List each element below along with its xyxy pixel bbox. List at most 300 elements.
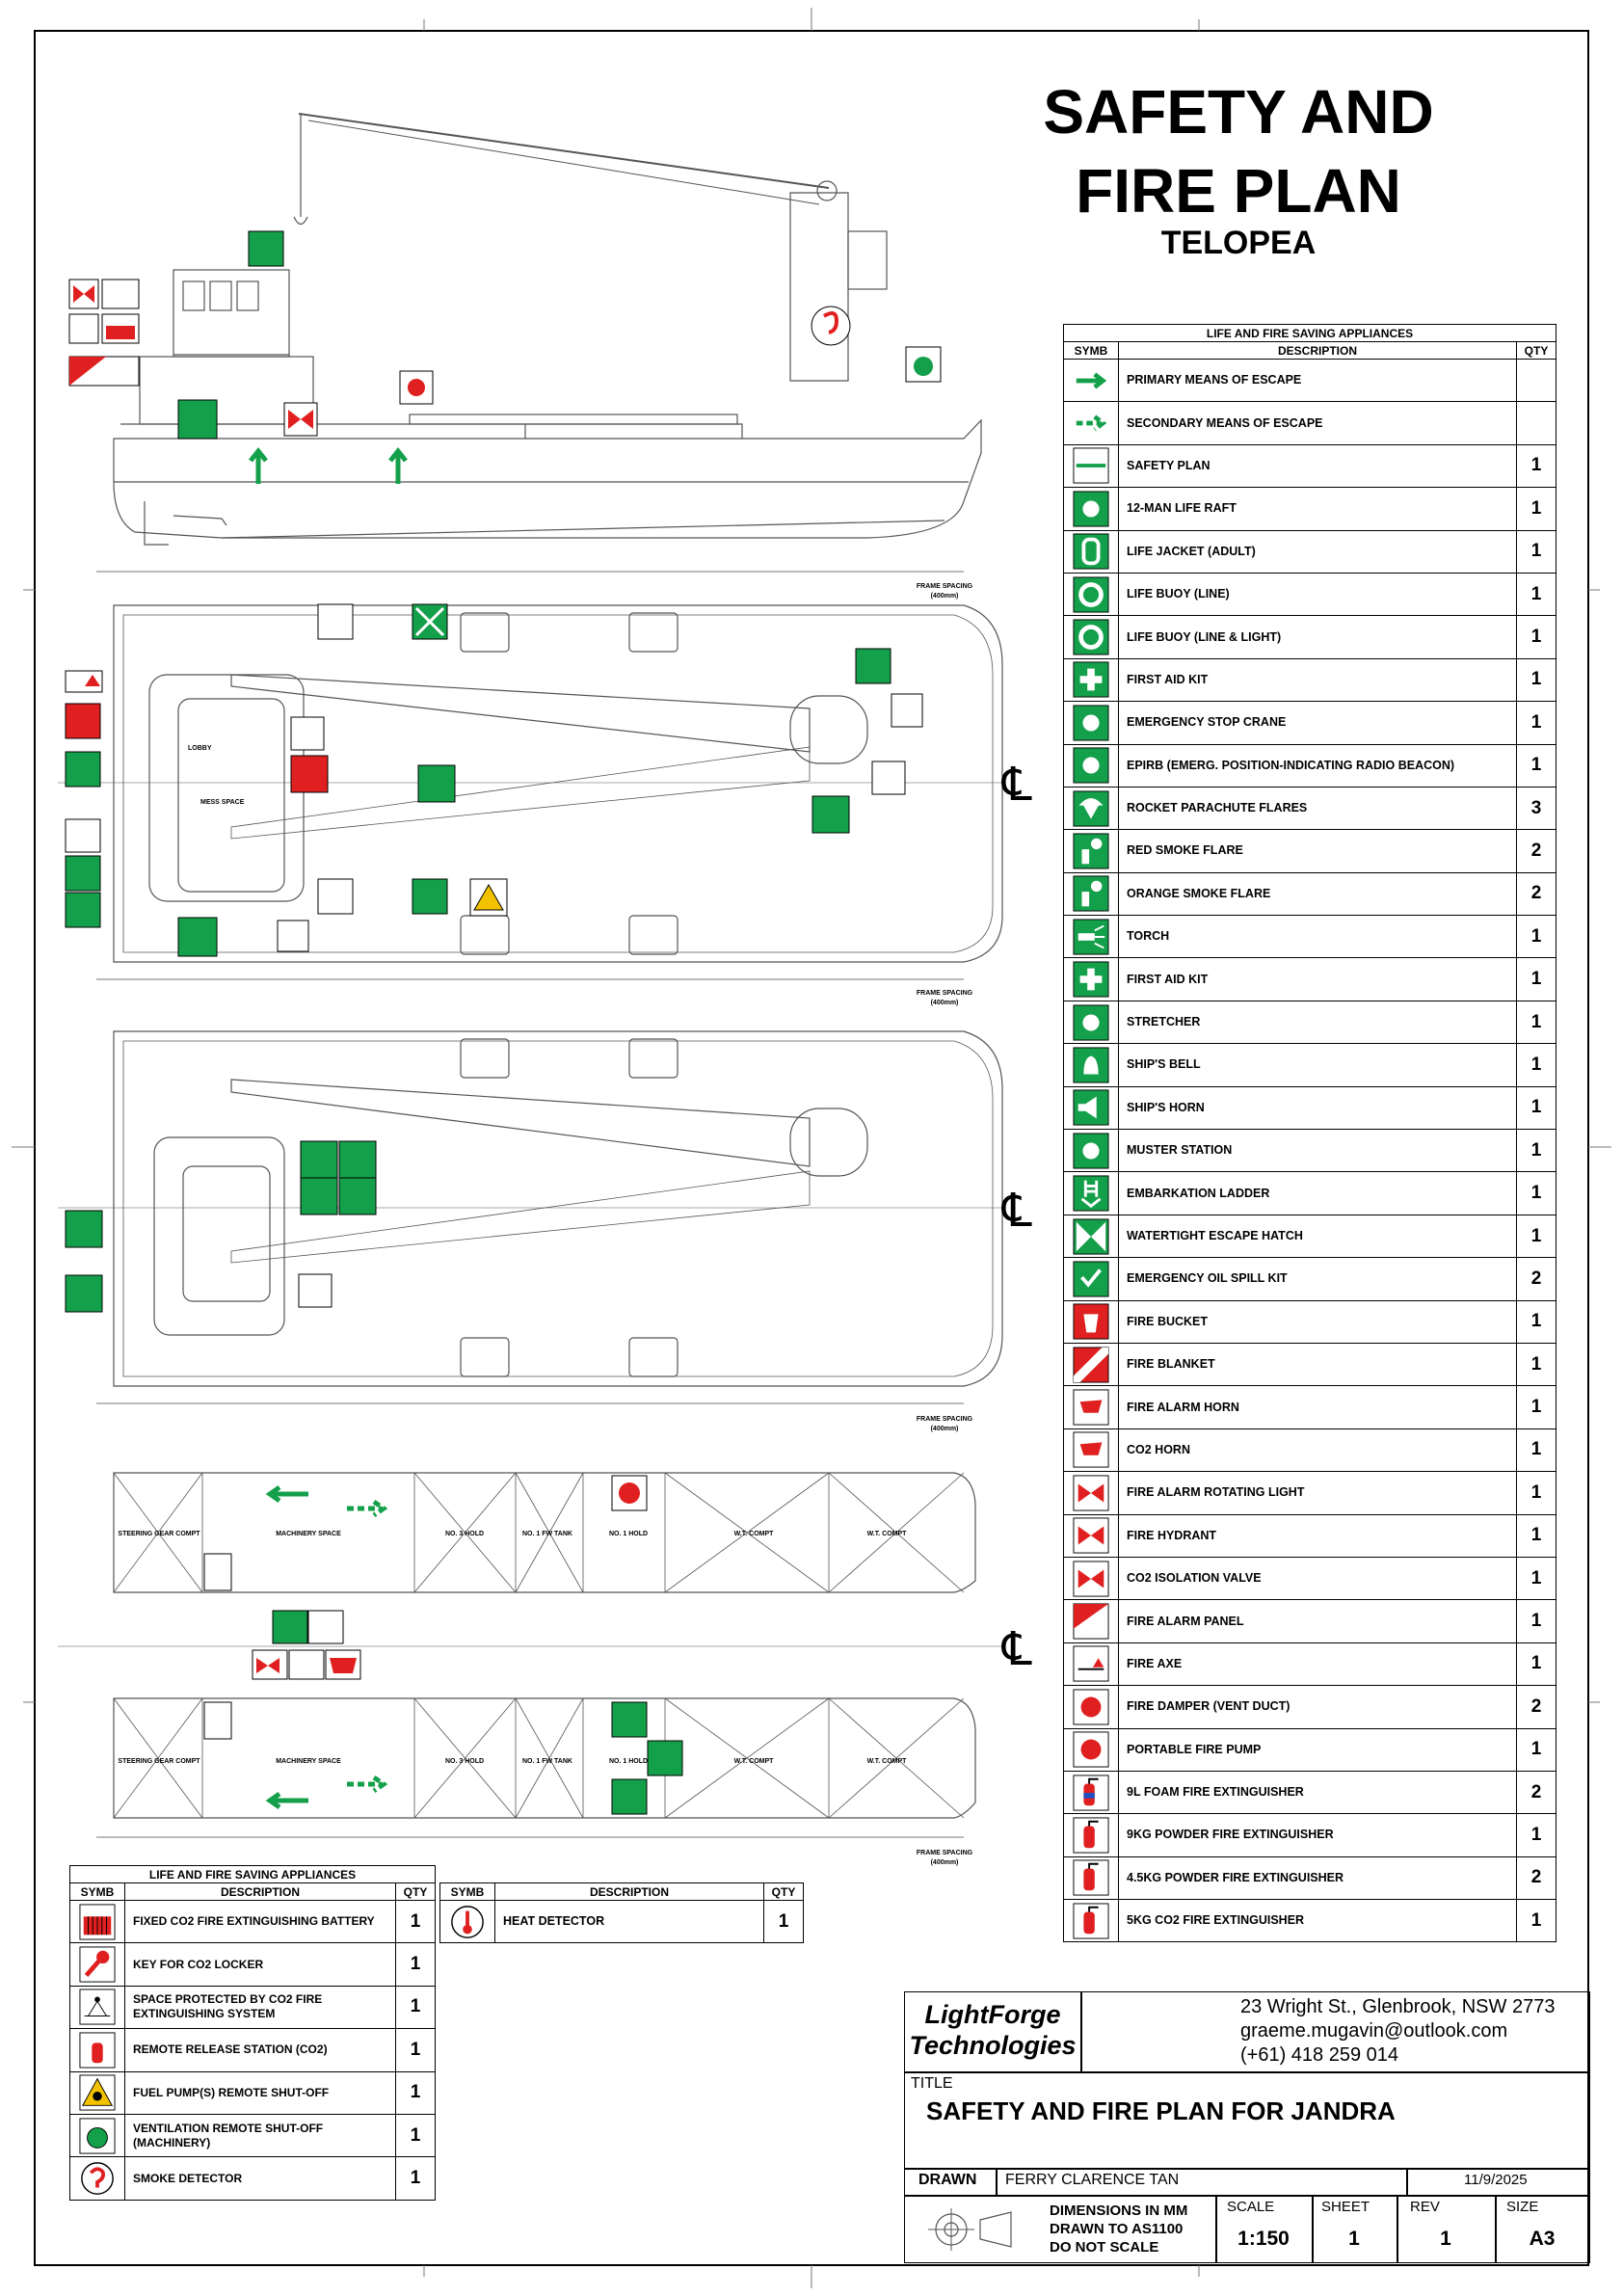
legend-description: VENTILATION REMOTE SHUT-OFF (MACHINERY) [125,2114,396,2156]
legend-qty: 1 [396,2071,436,2114]
portable-fire-pump-icon [619,1482,640,1504]
legend-qty: 1 [1517,1386,1556,1428]
legend-qty: 1 [1517,1215,1556,1257]
legend-description: EPIRB (EMERG. POSITION-INDICATING RADIO BEACON) [1119,744,1517,787]
co2-remote-release-icon [79,2032,116,2069]
legend-description: FIRE BLANKET [1119,1343,1517,1385]
legend-row [1064,1044,1556,1086]
ventilation-shutoff-icon [914,357,933,376]
legend-row [1064,1514,1556,1557]
frame-spacing-labels [917,583,973,1866]
compartment-label: STEERING GEAR COMPT [118,1531,200,1537]
compartment-label: W.T. COMPT [866,1758,907,1765]
legend-symbol-cell [1064,1044,1119,1086]
orange-smoke-flare-icon [1073,875,1109,912]
co2-battery-icon [79,1904,116,1940]
heat-detector-icon [449,1904,486,1940]
legend-row [70,2071,436,2114]
legend-row [1064,1557,1556,1599]
legend-description: ROCKET PARACHUTE FLARES [1119,787,1517,829]
legend-description: REMOTE RELEASE STATION (CO2) [125,2029,396,2071]
plan-title-line-2: FIRE PLAN [1076,156,1401,226]
legend-description: FIRST AID KIT [1119,958,1517,1001]
legend-qty [1517,402,1556,444]
legend-row [1064,1300,1556,1343]
legend-description: FUEL PUMP(S) REMOTE SHUT-OFF [125,2071,396,2114]
legend-symbol-cell [1064,573,1119,615]
legend-row [70,2029,436,2071]
primary-escape-arrow-icon [251,451,266,484]
legend-row [1064,1386,1556,1428]
legend-symbol-cell [1064,488,1119,530]
plan-title-line-1: SAFETY AND [1043,77,1434,147]
life-jacket-icon [66,752,100,787]
legend-symbol-cell [1064,658,1119,701]
legend-row [1064,573,1556,615]
sheet-value: 1 [1348,2228,1360,2250]
legend-row [70,2157,436,2200]
legend-description: MUSTER STATION [1119,1130,1517,1172]
dims-note-line-2: DRAWN TO AS1100 [1050,2221,1184,2237]
legend-symbol-cell [1064,1215,1119,1257]
legend-qty: 1 [1517,488,1556,530]
company-email[interactable]: graeme.mugavin@outlook.com [1240,2020,1508,2042]
fire-alarm-panel-icon [1073,1603,1109,1640]
legend-qty: 1 [1517,1600,1556,1642]
legend-row [1064,1086,1556,1129]
legend-main-table [1063,324,1556,1942]
size-value: A3 [1529,2228,1556,2250]
fuel-pump-shutoff-icon [79,2074,116,2111]
legend-caption: LIFE AND FIRE SAVING APPLIANCES [1064,325,1556,342]
legend-qty: 2 [1517,830,1556,872]
ships-bell-icon [66,1275,102,1312]
legend-description: LIFE BUOY (LINE & LIGHT) [1119,616,1517,658]
legend-symbol-cell [1064,872,1119,915]
centerline-marks [1001,758,1032,1676]
secondary-escape-arrow-icon [347,1777,384,1791]
legend-row [1064,402,1556,444]
red-smoke-flare-icon [1073,833,1109,869]
legend-caption: LIFE AND FIRE SAVING APPLIANCES [70,1866,436,1883]
legend-header-desc: DESCRIPTION [495,1883,764,1901]
life-raft-icon [1073,491,1109,527]
legend-qty: 1 [1517,1300,1556,1343]
legend-qty: 1 [1517,916,1556,958]
legend-description: 9KG POWDER FIRE EXTINGUISHER [1119,1814,1517,1856]
legend-description: SHIP'S HORN [1119,1086,1517,1129]
legend-symbol-cell [70,1986,125,2028]
legend-qty: 1 [1517,1557,1556,1599]
foam-extinguisher-icon [204,1702,231,1739]
company-phone: (+61) 418 259 014 [1240,2044,1399,2066]
fire-blanket-icon [291,756,328,792]
legend-description: 12-MAN LIFE RAFT [1119,488,1517,530]
rev-label: REV [1410,2199,1440,2215]
legend-qty: 1 [1517,1343,1556,1385]
legend-symbol-cell [70,2114,125,2156]
centerline-mark: ℄ [1002,1622,1032,1676]
legend-description: TORCH [1119,916,1517,958]
legend-description: KEY FOR CO2 LOCKER [125,1943,396,1986]
legend-description: STRETCHER [1119,1001,1517,1043]
legend-description: PORTABLE FIRE PUMP [1119,1728,1517,1771]
legend-description: LIFE JACKET (ADULT) [1119,530,1517,573]
rocket-parachute-flare-icon [1073,790,1109,827]
legend-description: SECONDARY MEANS OF ESCAPE [1119,402,1517,444]
legend-qty: 1 [1517,1086,1556,1129]
orange-smoke-flare-icon [339,1178,376,1215]
legend-header-symb: SYMB [1064,342,1119,360]
legend-symbol-cell [1064,1600,1119,1642]
legend-row [1064,1001,1556,1043]
legend-qty: 1 [1517,958,1556,1001]
fire-alarm-rotating-light-icon [1073,1475,1109,1511]
projection-symbol-icon [922,2206,1019,2253]
legend-qty: 1 [1517,658,1556,701]
primary-escape-arrow-icon [270,1794,308,1807]
co2-key-locker-icon [102,280,139,308]
legend-header-qty: QTY [1517,342,1556,360]
embarkation-ladder-icon [648,1741,682,1775]
divider [996,2168,998,2195]
fire-damper-icon [318,604,353,639]
legend-description: FIRST AID KIT [1119,658,1517,701]
legend-row [1064,360,1556,402]
legend-description: ORANGE SMOKE FLARE [1119,872,1517,915]
foam-extinguisher-icon [204,1554,231,1590]
legend-description: FIXED CO2 FIRE EXTINGUISHING BATTERY [125,1901,396,1943]
torch-icon [1073,919,1109,955]
legend-symbol-cell [1064,702,1119,744]
powder-extinguisher-9kg-icon [872,761,905,794]
epirb-icon [1073,747,1109,784]
legend-description: FIRE ALARM HORN [1119,1386,1517,1428]
stretcher-icon [612,1702,647,1737]
frame-spacing-value: (400mm) [930,1000,959,1006]
legend-row [1064,1215,1556,1257]
vessel-name: TELOPEA [1160,225,1317,261]
legend-row [1064,830,1556,872]
legend-symbol-cell [1064,1386,1119,1428]
legend-symbol-cell [1064,787,1119,829]
legend-header-qty: QTY [764,1883,804,1901]
torch-icon [273,1611,307,1643]
co2-extinguisher-5kg-icon [1073,1903,1109,1939]
upper-deck-plan [58,1031,1002,1386]
sheet-label: SHEET [1321,2199,1370,2215]
legend-symbol-cell [1064,360,1119,402]
co2-protected-space-icon [69,314,98,343]
legend-symbol-cell [440,1901,495,1943]
legend-symbol-cell [1064,1130,1119,1172]
size-label: SIZE [1506,2199,1539,2215]
legend-symbol-cell [1064,1814,1119,1856]
legend-row [1064,702,1556,744]
legend-qty: 1 [1517,444,1556,487]
legend-qty: 2 [1517,1686,1556,1728]
fire-alarm-horn-icon [330,1658,357,1673]
legend-qty: 1 [1517,530,1556,573]
watertight-escape-hatch-icon [1073,1218,1109,1255]
compartment-label: W.T. COMPT [733,1531,774,1537]
dims-note-line-3: DO NOT SCALE [1050,2239,1159,2256]
legend-qty: 1 [1517,1900,1556,1942]
rev-value: 1 [1440,2228,1451,2250]
frame-spacing-label: FRAME SPACING [916,990,973,997]
legend-description: EMERGENCY STOP CRANE [1119,702,1517,744]
legend-symbol-cell [1064,1258,1119,1300]
oil-spill-kit-icon [1073,1261,1109,1297]
divider [905,2195,1589,2197]
legend-symbol-cell [1064,1172,1119,1215]
compartment-label: STEERING GEAR COMPT [118,1758,200,1765]
legend-secondary-rows [70,1901,436,2201]
legend-symbol-cell [1064,1001,1119,1043]
legend-qty: 1 [1517,1044,1556,1086]
divider [905,2168,1589,2170]
legend-row [1064,1728,1556,1771]
legend-row [70,1943,436,1986]
legend-qty: 1 [1517,1642,1556,1685]
legend-description: FIRE HYDRANT [1119,1514,1517,1557]
life-buoy-line-icon [856,649,891,683]
legend-symbol-cell [1064,1472,1119,1514]
legend-symbol-cell [1064,916,1119,958]
legend-symbol-cell [1064,1557,1119,1599]
compartment-label: NO. 3 HOLD [444,1758,485,1765]
legend-main-rows [1064,360,1556,1942]
watertight-escape-hatch-icon [412,879,447,914]
legend-qty: 2 [1517,1771,1556,1813]
first-aid-kit-icon [1073,661,1109,698]
life-buoy-line-icon [1073,576,1109,613]
embarkation-ladder-icon [1073,1175,1109,1212]
compartment-label: W.T. COMPT [733,1758,774,1765]
safety-plan-icon [66,819,100,852]
legend-header-qty: QTY [396,1883,436,1901]
placed-safety-symbols [66,231,941,1814]
fire-blanket-icon [1073,1347,1109,1383]
smoke-detector-icon [79,2160,116,2197]
legend-qty: 1 [1517,1001,1556,1043]
legend-row [1064,1343,1556,1385]
legend-symbol-cell [70,2071,125,2114]
legend-secondary-table [69,1865,436,2201]
divider [1080,1992,1082,2071]
legend-qty: 1 [396,2114,436,2156]
legend-row [440,1901,804,1943]
powder-extinguisher-4-5kg-icon [291,717,324,750]
legend-row [1064,1600,1556,1642]
fire-bucket-icon [1073,1303,1109,1340]
co2-extinguisher-5kg-icon [891,694,922,727]
muster-station-icon [1073,1133,1109,1169]
legend-row [1064,1472,1556,1514]
legend-row [1064,530,1556,573]
legend-symbol-cell [1064,830,1119,872]
legend-header-symb: SYMB [440,1883,495,1901]
legend-description: 5KG CO2 FIRE EXTINGUISHER [1119,1900,1517,1942]
emergency-stop-crane-icon [1073,705,1109,741]
legend-row [1064,787,1556,829]
legend-description: EMBARKATION LADDER [1119,1172,1517,1215]
legend-description: SMOKE DETECTOR [125,2157,396,2200]
legend-row [1064,1172,1556,1215]
legend-qty: 1 [1517,1814,1556,1856]
legend-symbol-cell [1064,444,1119,487]
legend-qty: 1 [1517,1172,1556,1215]
legend-row [1064,1258,1556,1300]
legend-row [1064,1686,1556,1728]
company-address: 23 Wright St., Glenbrook, NSW 2773 [1240,1996,1556,2017]
legend-small-table [439,1882,804,1943]
stretcher-icon [1073,1004,1109,1041]
fire-damper-icon [408,379,425,396]
legend-symbol-cell [1064,1686,1119,1728]
compartment-label: MACHINERY SPACE [276,1758,341,1765]
red-smoke-flare-icon [301,1178,337,1215]
legend-symbol-cell [1064,1428,1119,1471]
legend-qty: 1 [1517,1728,1556,1771]
legend-qty: 1 [1517,744,1556,787]
legend-description: FIRE AXE [1119,1642,1517,1685]
legend-qty: 1 [1517,1514,1556,1557]
legend-description: 9L FOAM FIRE EXTINGUISHER [1119,1771,1517,1813]
fire-bucket-icon [66,704,100,738]
legend-qty: 1 [396,2029,436,2071]
torch-icon [339,1141,376,1178]
co2-protected-space-icon [289,1650,324,1679]
frame-spacing-value: (400mm) [930,1859,959,1866]
secondary-escape-arrow-icon [1073,405,1109,441]
legend-row [1064,444,1556,487]
compartment-label: MACHINERY SPACE [276,1531,341,1537]
legend-symbol-cell [1064,530,1119,573]
legend-symbol-cell [70,1943,125,1986]
mess-space-label: MESS SPACE [200,799,245,806]
compartment-label: NO. 3 HOLD [444,1531,485,1537]
compartment-label: W.T. COMPT [866,1531,907,1537]
first-aid-kit-icon [1073,961,1109,998]
co2-battery-icon [106,326,135,339]
fire-alarm-horn-icon [1073,1389,1109,1426]
torch-icon [66,856,100,891]
frame-spacing-value: (400mm) [930,593,959,600]
legend-symbol-cell [1064,1086,1119,1129]
emergency-stop-crane-icon [812,796,849,833]
legend-row [70,2114,436,2156]
safety-plan-icon [1073,447,1109,484]
legend-description: 4.5KG POWDER FIRE EXTINGUISHER [1119,1856,1517,1899]
secondary-escape-arrow-icon [347,1502,384,1515]
legend-qty: 1 [1517,1428,1556,1471]
legend-qty: 1 [396,1943,436,1986]
primary-escape-arrow-icon [270,1487,308,1501]
company-name-line-2: Technologies [909,2031,1077,2060]
primary-escape-arrow-icon [390,451,406,484]
fire-hydrant-icon [278,921,308,951]
legend-symbol-cell [1064,744,1119,787]
legend-symbol-cell [1064,1728,1119,1771]
legend-description: SPACE PROTECTED BY CO2 FIRE EXTINGUISHING SYSTEM [125,1986,396,2028]
legend-symbol-cell [1064,616,1119,658]
legend-symbol-cell [70,1901,125,1943]
primary-escape-arrow-icon [1073,362,1109,399]
life-raft-icon [178,918,217,956]
oil-spill-kit-icon [612,1779,647,1814]
legend-row [70,1901,436,1943]
legend-qty: 3 [1517,787,1556,829]
legend-symbol-cell [1064,1771,1119,1813]
legend-header-desc: DESCRIPTION [125,1883,396,1901]
ships-horn-icon [1073,1089,1109,1126]
legend-qty: 1 [1517,702,1556,744]
legend-qty: 1 [1517,573,1556,615]
legend-row [1064,916,1556,958]
frame-spacing-label: FRAME SPACING [916,583,973,590]
legend-description: EMERGENCY OIL SPILL KIT [1119,1258,1517,1300]
legend-row [70,1986,436,2028]
legend-row [1064,1900,1556,1942]
life-raft-icon [178,400,217,439]
hold-plan [58,1473,1002,1818]
legend-qty: 1 [396,1986,436,2028]
legend-row [1064,1428,1556,1471]
compartment-label: NO. 1 HOLD [608,1531,649,1537]
legend-row [1064,658,1556,701]
legend-symbol-cell [1064,1900,1119,1942]
legend-description: SHIP'S BELL [1119,1044,1517,1086]
legend-qty: 2 [1517,872,1556,915]
legend-qty [1517,360,1556,402]
drawing-date: 11/9/2025 [1464,2172,1528,2188]
legend-row [1064,1642,1556,1685]
legend-description: CO2 HORN [1119,1428,1517,1471]
legend-symbol-cell [1064,1856,1119,1899]
heat-detector-icon [308,1611,343,1643]
hold-compartment-labels [118,1531,907,1765]
legend-description: RED SMOKE FLARE [1119,830,1517,872]
frame-spacing-label: FRAME SPACING [916,1850,973,1856]
legend-symbol-cell [1064,1642,1119,1685]
company-name-line-1: LightForge [924,2000,1061,2029]
legend-qty: 1 [764,1901,804,1943]
legend-description: SAFETY PLAN [1119,444,1517,487]
legend-description: PRIMARY MEANS OF ESCAPE [1119,360,1517,402]
rocket-parachute-flare-icon [301,1141,337,1178]
legend-description: FIRE BUCKET [1119,1300,1517,1343]
dims-note-line-1: DIMENSIONS IN MM [1050,2203,1188,2219]
ships-bell-icon [1073,1047,1109,1083]
divider [905,2071,1589,2073]
legend-symbol-cell [1064,402,1119,444]
legend-row [1064,958,1556,1001]
fire-hydrant-icon [1073,1517,1109,1554]
legend-description: FIRE ALARM ROTATING LIGHT [1119,1472,1517,1514]
legend-row [1064,872,1556,915]
legend-symbol-cell [70,2029,125,2071]
frame-spacing-value: (400mm) [930,1426,959,1432]
co2-key-locker-icon [79,1946,116,1983]
legend-qty: 2 [1517,1258,1556,1300]
ventilation-shutoff-icon [79,2118,116,2154]
legend-description: FIRE ALARM PANEL [1119,1600,1517,1642]
powder-extinguisher-4-5kg-icon [1073,1859,1109,1896]
legend-symbol-cell [1064,1300,1119,1343]
fire-damper-icon [1073,1689,1109,1725]
legend-description: HEAT DETECTOR [495,1901,764,1943]
